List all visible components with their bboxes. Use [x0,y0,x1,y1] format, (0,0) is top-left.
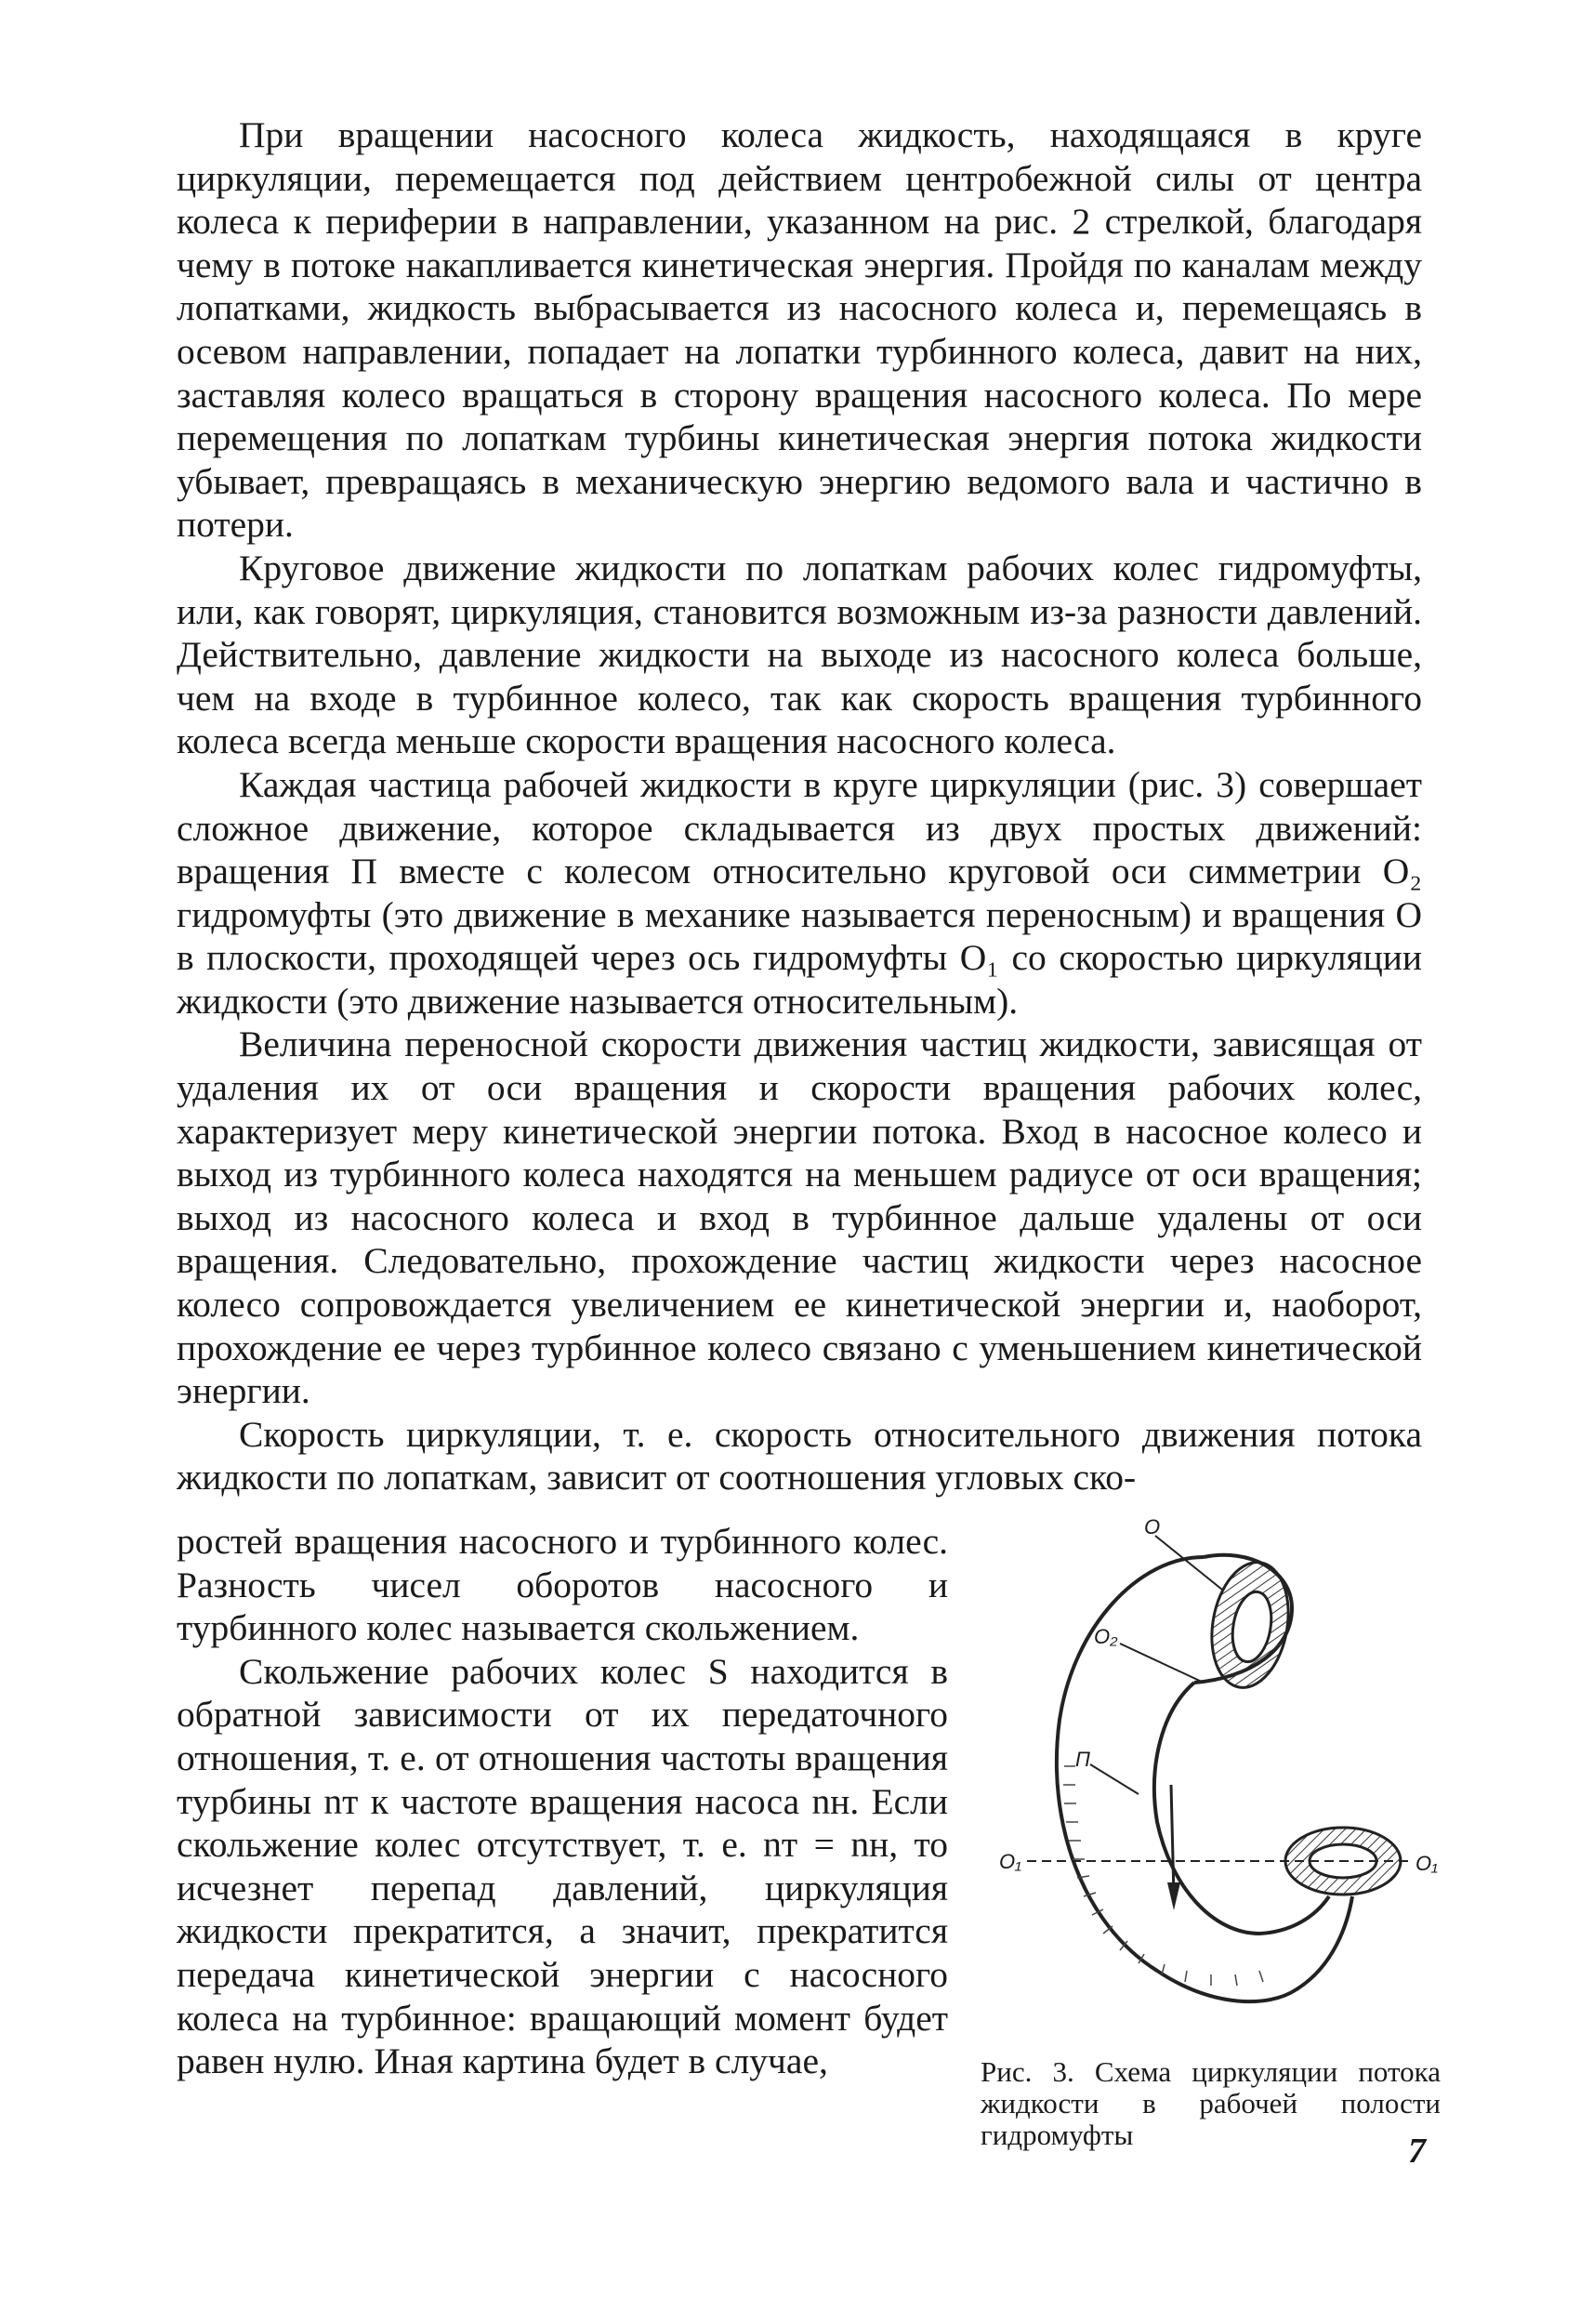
label-o2: O₂ [1094,1625,1118,1648]
paragraph-4: Величина переносной скорости движения частиц жидкости, зависящая от удаления их от оси вращения и скорости вращения рабочих колес, характеризует меру кинетической энергии потока. Вход в насосное колесо и выход из турбинного колеса находятся на меньшем радиусе от оси вращения; выход из насосного колеса и вход в турбинное дальше удалены от оси вращения. Следовательно, прохождение частиц жидкости через насосное колесо сопровождается увеличением ее кинетической энергии и, наоборот, прохождение ее через турбинное колесо связано с уменьшением кинетической энергии. [177,1023,1422,1412]
paragraph-3: Каждая частица рабочей жидкости в круге циркуляции (рис. 3) совершает сложное движение, которое складывается из двух простых движений: вращения П вместе с колесом относительно круговой оси симметрии O₂ гидромуфты (это движение в механике называется переносным) и вращения O в плоскости, проходящей через ось гидромуфты O₁ со скоростью циркуляции жидкости (это движение называется относительным). [177,763,1422,1022]
shading-strokes [1063,1766,1263,1986]
label-o1-left: O₁ [999,1850,1022,1873]
leader-o [1155,1536,1222,1590]
page-number: 7 [1408,2132,1426,2171]
wrapped-text [177,1520,948,2083]
figure-caption: Рис. 3. Схема циркуляции потока жидкости в рабочей полости гидромуфты [981,2055,1441,2151]
leader-o2 [1120,1644,1204,1683]
paragraph-5-continued: ростей вращения насосного и турбинного колес. Разность чисел оборотов насосного и турбинного колес называется скольжением. [177,1521,948,1649]
torus-diagram [971,1487,1455,2045]
leader-p [1090,1764,1139,1794]
label-o1-right: O₁ [1415,1852,1439,1875]
label-o: O [1144,1515,1161,1538]
paragraph-6: Скольжение рабочих колес S находится в обратной зависимости от их передаточного отношения, т. е. от отношения частоты вращения турбины nт к частоте вращения насоса nн. Если скольжение колес отсутствует, т. е. nт = nн, то исчезнет перепад давлений, циркуляция жидкости прекратится, а значит, прекратится передача кинетической энергии с насосного колеса на турбинное: вращающий момент будет равен нулю. Иная картина будет в случае, [177,1650,948,2082]
torus-inner-contour [1154,1683,1329,1934]
paragraph-2: Круговое движение жидкости по лопаткам рабочих колес гидромуфты, или, как говорят, циркуляция, становится возможным из-за разности давлений. Действительно, давление жидкости на выходе из насосного колеса больше, чем на входе в турбинное колесо, так как скорость вращения турбинного колеса всегда меньше скорости вращения насосного колеса. [177,547,1422,762]
torus-outer-contour [1057,1557,1352,2001]
main-text [177,113,1422,1499]
torus-figure [971,1487,1455,2045]
label-p: П [1075,1748,1090,1771]
rotation-arrow-head [1167,1882,1180,1910]
paragraph-1: При вращении насосного колеса жидкость, находящаяся в круге циркуляции, перемещается под действием центробежной силы от центра колеса к периферии в направлении, указанном на рис. 2 стрелкой, благодаря чему в потоке накапливается кинетическая энергия. Пройдя по каналам между лопатками, жидкость выбрасывается из насосного колеса и, перемещаясь в осевом направлении, попадает на лопатки турбинного колеса, давит на них, заставляя колесо вращаться в сторону вращения насосного колеса. По мере перемещения по лопаткам турбины кинетическая энергия потока жидкости убывает, превращаясь в механическую энергию ведомого вала и частично в потери. [177,114,1422,546]
rotation-arrow-shaft [1171,1785,1174,1896]
paragraph-5: Скорость циркуляции, т. е. скорость относительного движения потока жидкости по лопаткам, зависит от соотношения угловых ско- [177,1413,1422,1499]
